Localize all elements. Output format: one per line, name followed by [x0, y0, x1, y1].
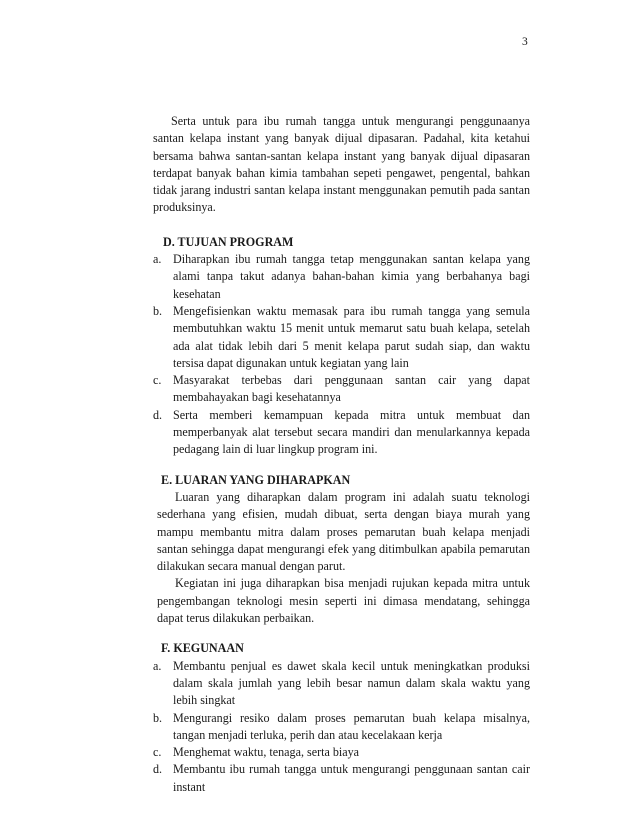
- list-marker: d.: [153, 407, 163, 422]
- list-item: [153, 251, 530, 303]
- luaran-paragraph: Luaran yang diharapkan dalam program ini adalah suatu teknologi sederhana yang efisien, mudah dibuat, serta dengan biaya murah yang mampu membantu mitra dalam proses pemarutan buah kelapa menjadi santan sehingga dapat mengurangi efek yang ditimbulkan apabila pemarutan dilakukan secara manual dengan parut.: [157, 489, 530, 574]
- list-item: [153, 761, 530, 796]
- list-item-text: Serta memberi kemampuan kepada mitra untuk membuat dan memperbanyak alat tersebut secara mandiri dan menularkannya kepada pedagang lain di luar lingkup program ini.: [173, 407, 530, 457]
- list-marker: a.: [153, 658, 162, 673]
- list-item-text: Masyarakat terbebas dari penggunaan santan cair yang dapat membahayakan bagi kesehatannya: [173, 373, 530, 405]
- list-item: [153, 658, 530, 710]
- list-item: [153, 372, 530, 407]
- list-item-text: Menghemat waktu, tenaga, serta biaya: [173, 745, 360, 760]
- list-marker: c.: [153, 745, 162, 760]
- list-item-text: Mengurangi resiko dalam proses pemarutan buah kelapa misalnya, tangan menjadi terluka, perih dan atau kecelakaan kerja: [173, 710, 530, 742]
- list-marker: c.: [153, 373, 162, 388]
- list-item-text: Membantu ibu rumah tangga untuk mengurangi penggunaan santan cair instant: [173, 762, 530, 794]
- section-heading-kegunaan: F. KEGUNAAN: [161, 641, 244, 656]
- list-item-text: Membantu penjual es dawet skala kecil untuk meningkatkan produksi dalam skala jumlah yang lebih besar namun dalam skala waktu yang lebih singkat: [173, 658, 530, 708]
- luaran-paragraph: Kegiatan ini juga diharapkan bisa menjadi rujukan kepada mitra untuk pengembangan teknologi mesin seperti ini dimasa mendatang, sehingga dapat terus dilakukan perbaikan.: [157, 576, 530, 626]
- list-item: [153, 710, 530, 745]
- section-kegunaan: [153, 640, 530, 796]
- list-marker: b.: [153, 710, 163, 725]
- section-tujuan-program: [153, 234, 530, 459]
- section-heading-tujuan-program: D. TUJUAN PROGRAM: [163, 234, 294, 249]
- section-heading-luaran: E. LUARAN YANG DIHARAPKAN: [161, 472, 351, 487]
- list-item-text: Mengefisienkan waktu memasak para ibu rumah tangga yang semula membutuhkan waktu 15 menit untuk memarut satu buah kelapa, setelah ada alat tidak lebih dari 5 menit kelapa parut sudah siap, dan waktu tersisa dapat digunakan untuk kegiatan yang lain: [173, 303, 530, 370]
- list-item: [153, 744, 530, 761]
- page-number: 3: [522, 36, 528, 48]
- kegunaan-list: [153, 658, 530, 796]
- list-marker: a.: [153, 252, 162, 267]
- list-item-text: Diharapkan ibu rumah tangga tetap menggunakan santan kelapa yang alami tanpa takut adanya bahan-bahan kimia yang berbahanya bagi kesehatan: [173, 252, 530, 301]
- document-body: [153, 113, 530, 796]
- list-item: [153, 303, 530, 372]
- luaran-body: [153, 489, 530, 627]
- list-marker: b.: [153, 303, 163, 318]
- list-item: [153, 407, 530, 459]
- section-luaran: [153, 472, 530, 628]
- list-marker: d.: [153, 762, 163, 777]
- tujuan-program-list: [153, 251, 530, 459]
- intro-paragraph: Serta untuk para ibu rumah tangga untuk mengurangi penggunaanya santan kelapa instant yang banyak dijual dipasaran. Padahal, kita ketahui bersama bahwa santan-santan kelapa instant yang banyak dijual dipasaran terdapat banyak bahan kimia tambahan sepeti pengawet, pengental, bahkan tidak jarang industri santan kelapa instant menggunakan pemutih pada santan produksinya.: [153, 114, 530, 215]
